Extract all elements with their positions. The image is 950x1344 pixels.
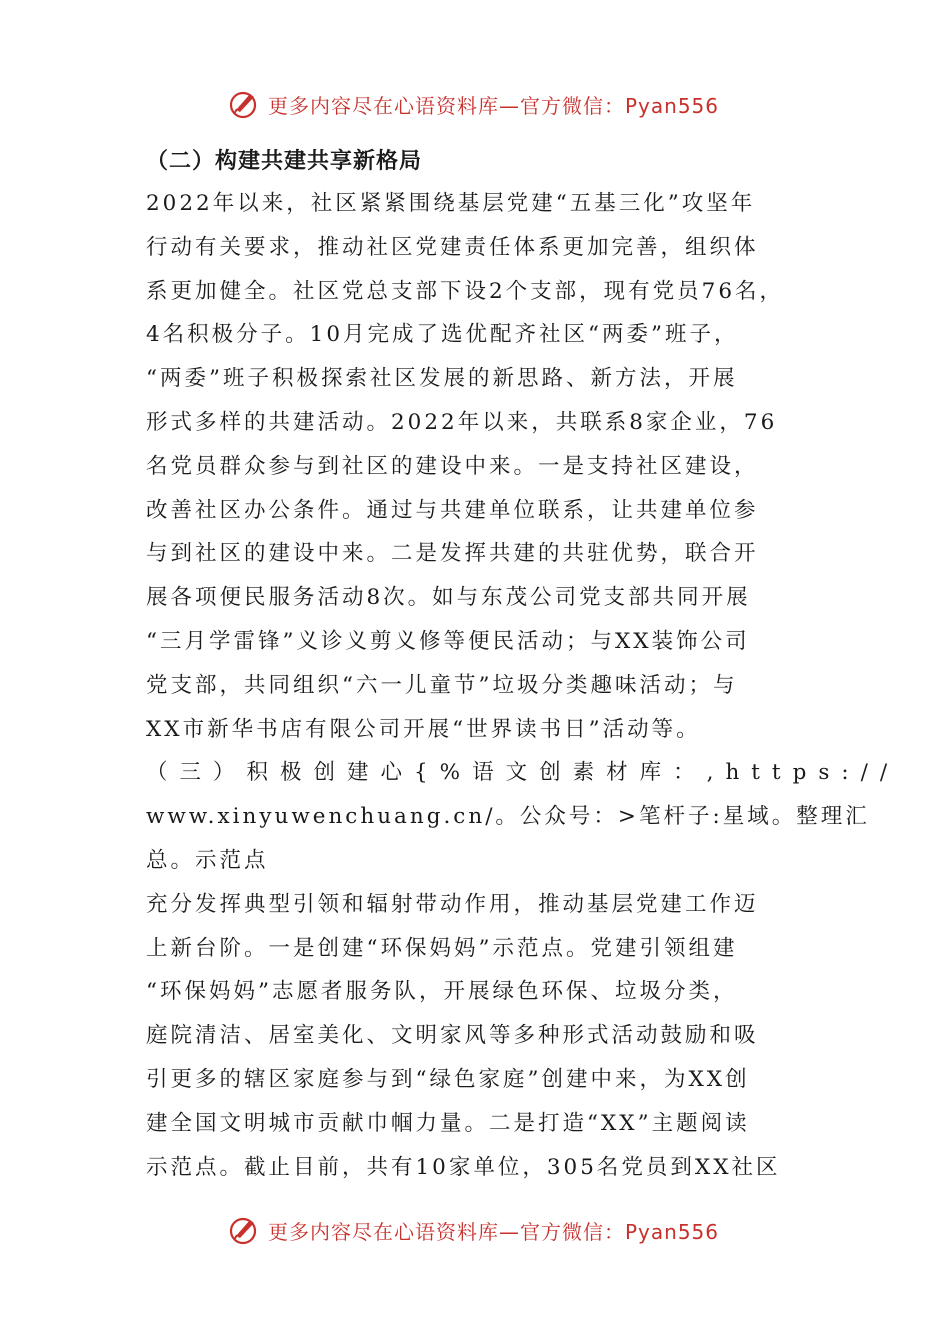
text-line: “环保妈妈”志愿者服务队，开展绿色环保、垃圾分类， xyxy=(146,979,738,1005)
text-line: 展各项便民服务活动8次。如与东茂公司党支部共同开展 xyxy=(146,585,751,611)
watermark-text: 更多内容尽在心语资料库—官方微信：Pyan556 xyxy=(268,93,720,118)
text-line: 2022年以来，社区紧紧围绕基层党建“五基三化”攻坚年 xyxy=(146,191,756,216)
text-line: 4名积极分子。10月完成了选优配齐社区“两委”班子， xyxy=(146,322,739,348)
text-line: 引更多的辖区家庭参与到“绿色家庭”创建中来，为XX创 xyxy=(146,1066,750,1092)
quill-pen-circle-icon xyxy=(228,88,260,120)
text-line: “两委”班子积极探索社区发展的新思路、新方法，开展 xyxy=(146,366,738,392)
watermark-text: 更多内容尽在心语资料库—官方微信：Pyan556 xyxy=(268,1219,720,1244)
section-2-paragraph xyxy=(146,182,810,751)
text-line: 党支部，共同组织“六一儿童节”垃圾分类趣味活动；与 xyxy=(146,672,738,698)
text-line: 与到社区的建设中来。二是发挥共建的共驻优势，联合开 xyxy=(146,541,759,567)
section-3-heading-line: www.xinyuwenchuang.cn/。公众号：>笔杆子:星域。整理汇 xyxy=(146,804,870,830)
section-2-heading: （二）构建共建共享新格局 xyxy=(146,149,423,174)
quill-pen-circle-icon xyxy=(228,1214,260,1246)
section-3-heading-line: 总。示范点 xyxy=(146,847,269,873)
text-line: 名党员群众参与到社区的建设中来。一是支持社区建设， xyxy=(146,453,759,479)
text-line: XX市新华书店有限公司开展“世界读书日”活动等。 xyxy=(146,716,701,742)
text-line: “三月学雷锋”义诊义剪义修等便民活动；与XX装饰公司 xyxy=(146,628,750,654)
text-line: 建全国文明城市贡献巾帼力量。二是打造“XX”主题阅读 xyxy=(146,1110,750,1136)
document-body xyxy=(146,142,900,1189)
text-line: 示范点。截止目前，共有10家单位，305名党员到XX社区 xyxy=(146,1154,781,1180)
text-line: 充分发挥典型引领和辐射带动作用，推动基层党建工作迈 xyxy=(146,891,759,917)
text-line: 改善社区办公条件。通过与共建单位联系，让共建单位参 xyxy=(146,497,759,523)
section-3-heading-line: （三）积极创建心{%语文创素材库：,https:// xyxy=(146,760,900,786)
watermark-header xyxy=(228,88,719,120)
section-3-heading xyxy=(146,751,900,882)
text-line: 行动有关要求，推动社区党建责任体系更加完善，组织体 xyxy=(146,234,759,260)
text-line: 上新台阶。一是创建“环保妈妈”示范点。党建引领组建 xyxy=(146,935,738,961)
text-line: 庭院清洁、居室美化、文明家风等多种形式活动鼓励和吸 xyxy=(146,1023,759,1049)
section-3-paragraph xyxy=(146,883,810,1190)
text-line: 形式多样的共建活动。2022年以来，共联系8家企业，76 xyxy=(146,409,778,435)
text-line: 系更加健全。社区党总支部下设2个支部，现有党员76名， xyxy=(146,278,785,304)
watermark-footer xyxy=(228,1214,719,1246)
